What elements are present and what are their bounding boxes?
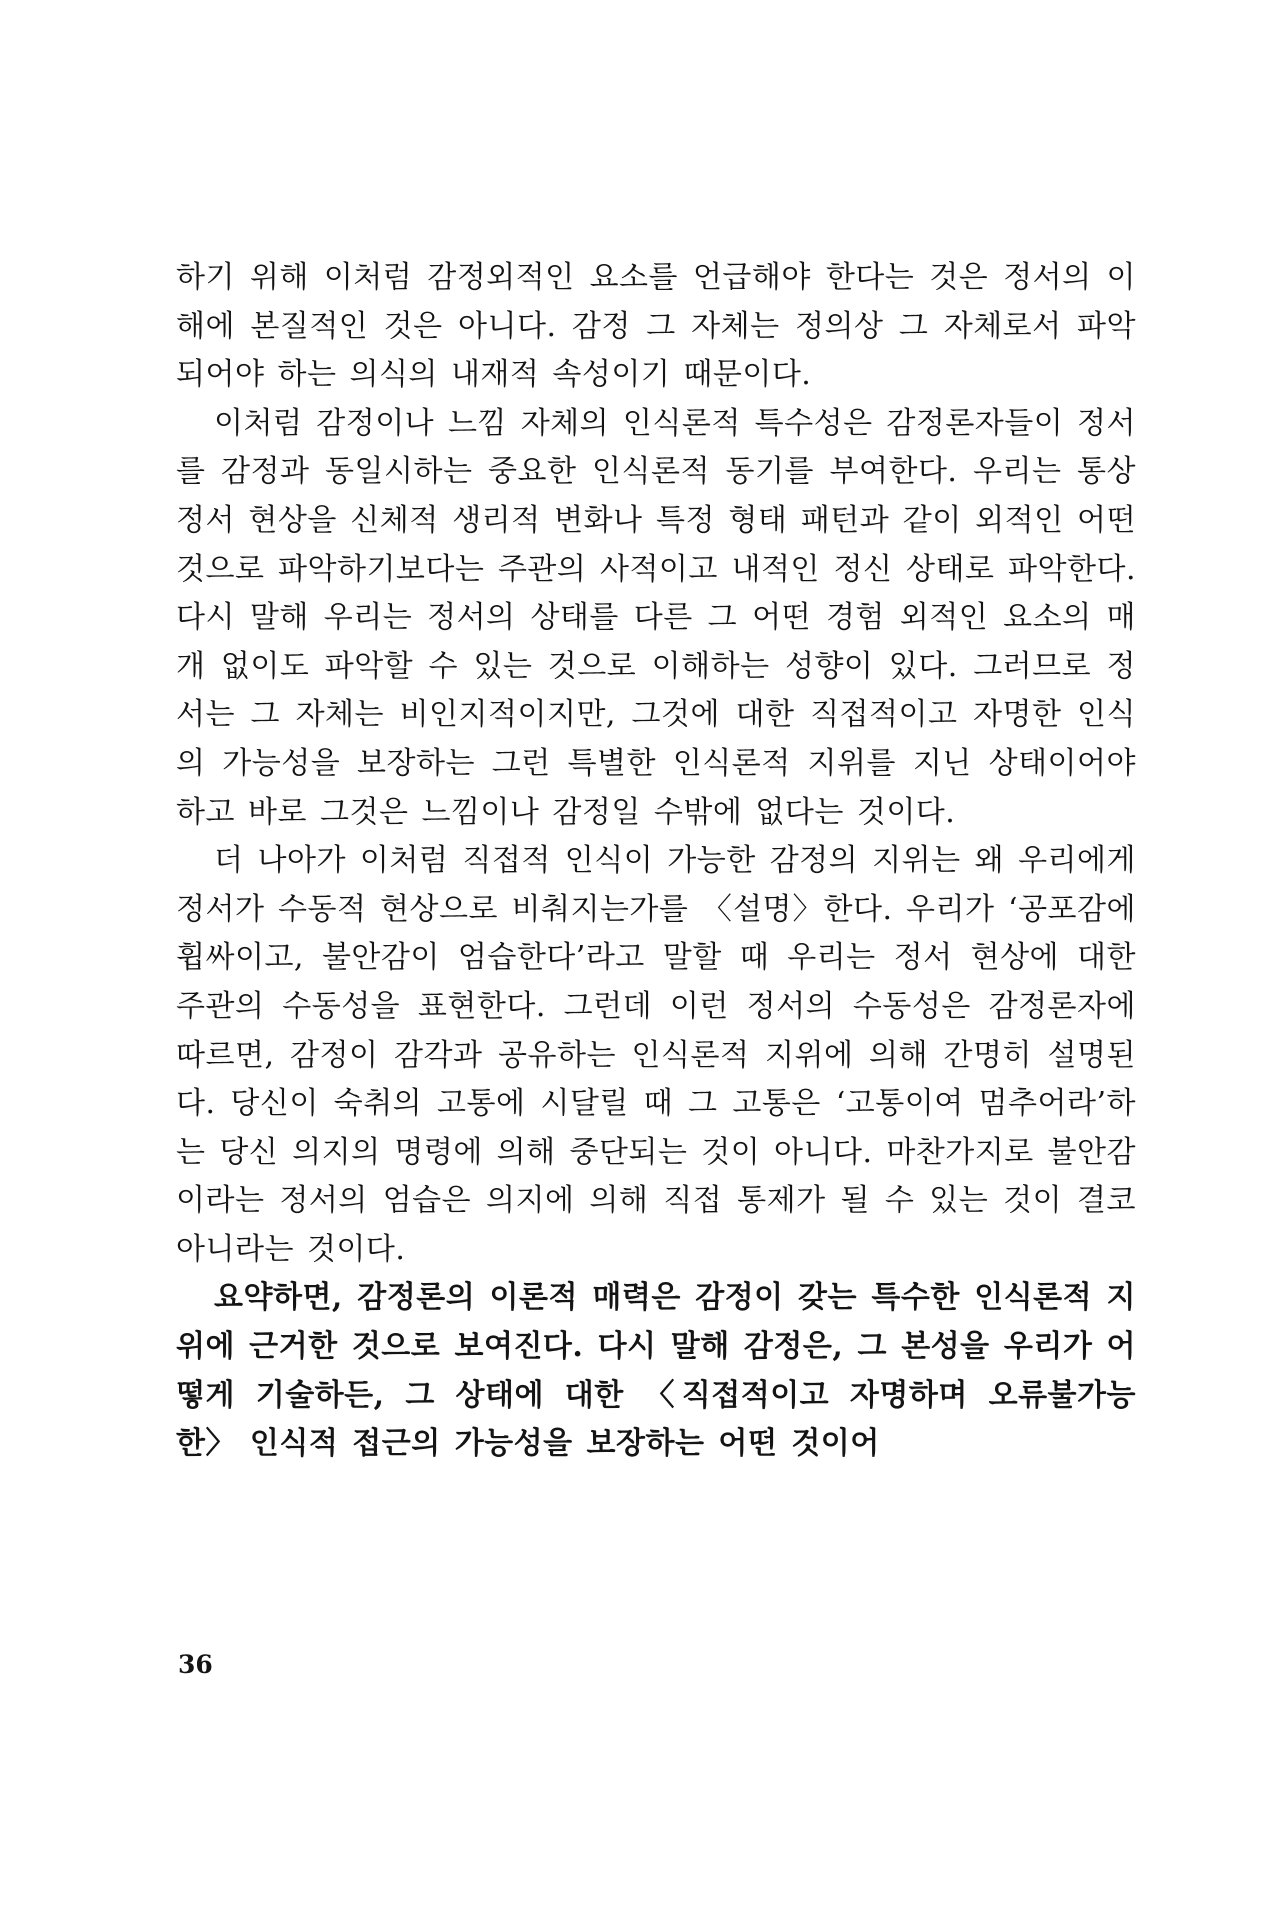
- paragraph: 더 나아가 이처럼 직접적 인식이 가능한 감정의 지위는 왜 우리에게 정서가 수동적 현상으로 비춰지는가를 〈설명〉한다. 우리가 ‘공포감에 휩싸이고, 불안감이 엄습한다’라고 말할 때 우리는 정서 현상에 대한 주관의 수동성을 표현한다. 그런데 이런 정서의 수동성은 감정론자에 따르면, 감정이 감각과 공유하는 인식론적 지위에 의해 간명히 설명된다. 당신이 숙취의 고통에 시달릴 때 그 고통은 ‘고통이여 멈추어라’하는 당신 의지의 명령에 의해 중단되는 것이 아니다. 마찬가지로 불안감이라는 정서의 엄습은 의지에 의해 직접 통제가 될 수 있는 것이 결코 아니라는 것이다.: [176, 843, 1136, 1267]
- paragraph: 이처럼 감정이나 느낌 자체의 인식론적 특수성은 감정론자들이 정서를 감정과 동일시하는 중요한 인식론적 동기를 부여한다. 우리는 통상 정서 현상을 신체적 생리적 변화나 특정 형태 패턴과 같이 외적인 어떤 것으로 파악하기보다는 주관의 사적이고 내적인 정신 상태로 파악한다. 다시 말해 우리는 정서의 상태를 다른 그 어떤 경험 외적인 요소의 매개 없이도 파악할 수 있는 것으로 이해하는 성향이 있다. 그러므로 정서는 그 자체는 비인지적이지만, 그것에 대한 직접적이고 자명한 인식의 가능성을 보장하는 그런 특별한 인식론적 지위를 지닌 상태이어야 하고 바로 그것은 느낌이나 감정일 수밖에 없다는 것이다.: [176, 405, 1136, 830]
- body-text: [176, 254, 1136, 1469]
- paragraph: 하기 위해 이처럼 감정외적인 요소를 언급해야 한다는 것은 정서의 이해에 본질적인 것은 아니다. 감정 그 자체는 정의상 그 자체로서 파악되어야 하는 의식의 내재적 속성이기 때문이다.: [176, 260, 1136, 393]
- paragraph: 요약하면, 감정론의 이론적 매력은 감정이 갖는 특수한 인식론적 지위에 근거한 것으로 보여진다. 다시 말해 감정은, 그 본성을 우리가 어떻게 기술하든, 그 상태에 대한 〈직접적이고 자명하며 오류불가능한〉 인식적 접근의 가능성을 보장하는 어떤 것이어: [176, 1280, 1136, 1462]
- page-number: 36: [178, 1650, 213, 1679]
